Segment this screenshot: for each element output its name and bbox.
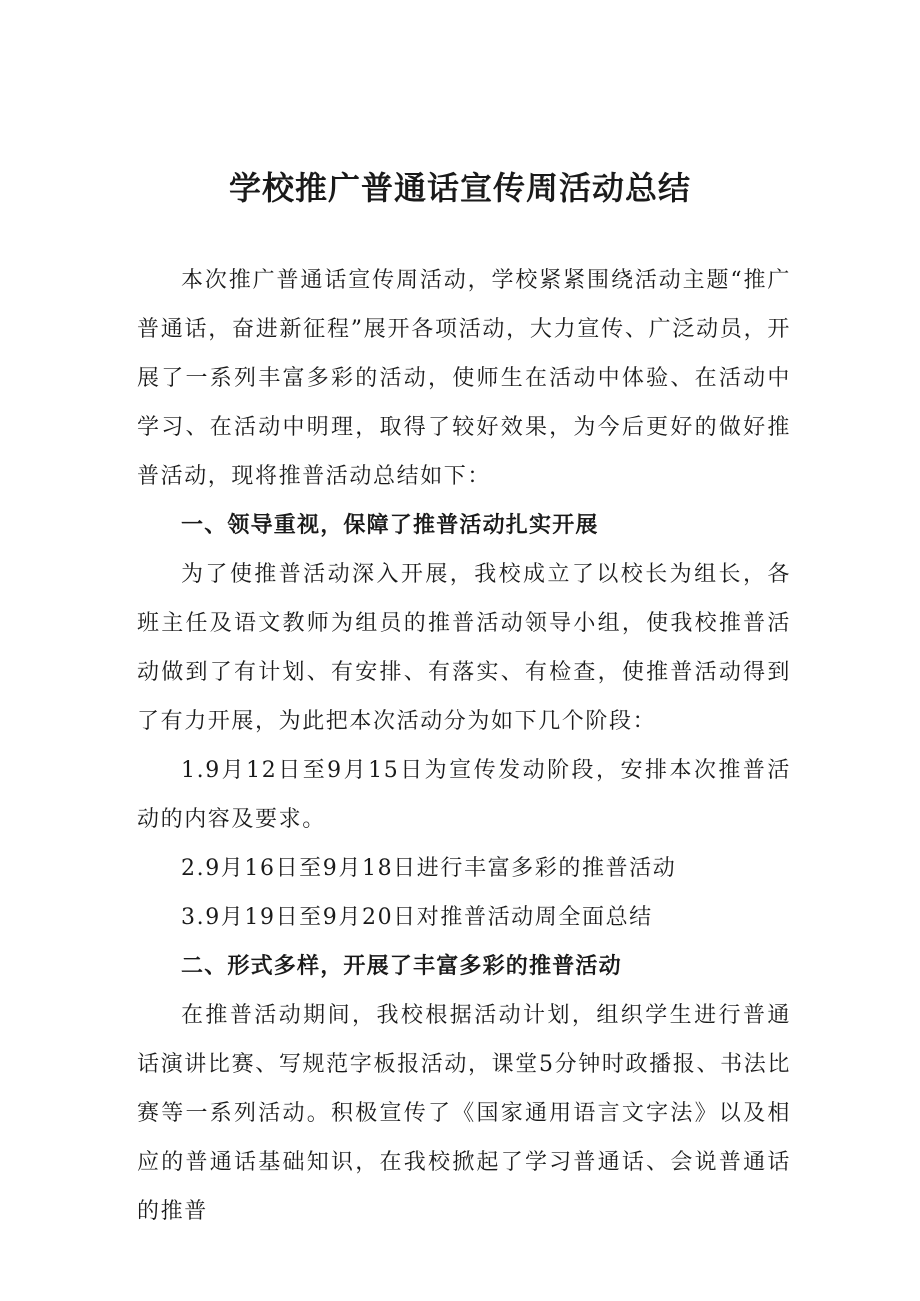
stage-item-1: 1.9月12日至9月15日为宣传发动阶段，安排本次推普活动的内容及要求。 <box>137 758 791 832</box>
document-title: 学校推广普通话宣传周活动总结 <box>228 169 691 207</box>
stage-item-3: 3.9月19日至9月20日对推普活动周全面总结 <box>181 905 653 930</box>
intro-paragraph: 本次推广普通话宣传周活动，学校紧紧围绕活动主题“推广普通话，奋进新征程”展开各项活动，大力宣传、广泛动员，开展了一系列丰富多彩的活动，使师生在活动中体验、在活动中学习、在活动中明理，取得了较好效果，为今后更好的做好推普活动，现将推普活动总结如下： <box>137 268 791 489</box>
section-2-paragraph: 在推普活动期间，我校根据活动计划，组织学生进行普通话演讲比赛、写规范字板报活动，课堂5分钟时政播报、书法比赛等一系列活动。积极宣传了《国家通用语言文字法》以及相应的普通话基础知识，在我校掀起了学习普通话、会说普通话的推普 <box>137 1003 791 1224</box>
section-2-heading: 二、形式多样，开展了丰富多彩的推普活动 <box>181 954 622 979</box>
section-1-heading: 一、领导重视，保障了推普活动扎实开展 <box>181 513 599 538</box>
section-1-paragraph: 为了使推普活动深入开展，我校成立了以校长为组长，各班主任及语文教师为组员的推普活动领导小组，使我校推普活动做到了有计划、有安排、有落实、有检查，使推普活动得到了有力开展，为此把本次活动分为如下几个阶段： <box>137 562 791 734</box>
stage-item-2: 2.9月16日至9月18日进行丰富多彩的推普活动 <box>181 856 677 881</box>
document-body <box>137 256 791 1236</box>
